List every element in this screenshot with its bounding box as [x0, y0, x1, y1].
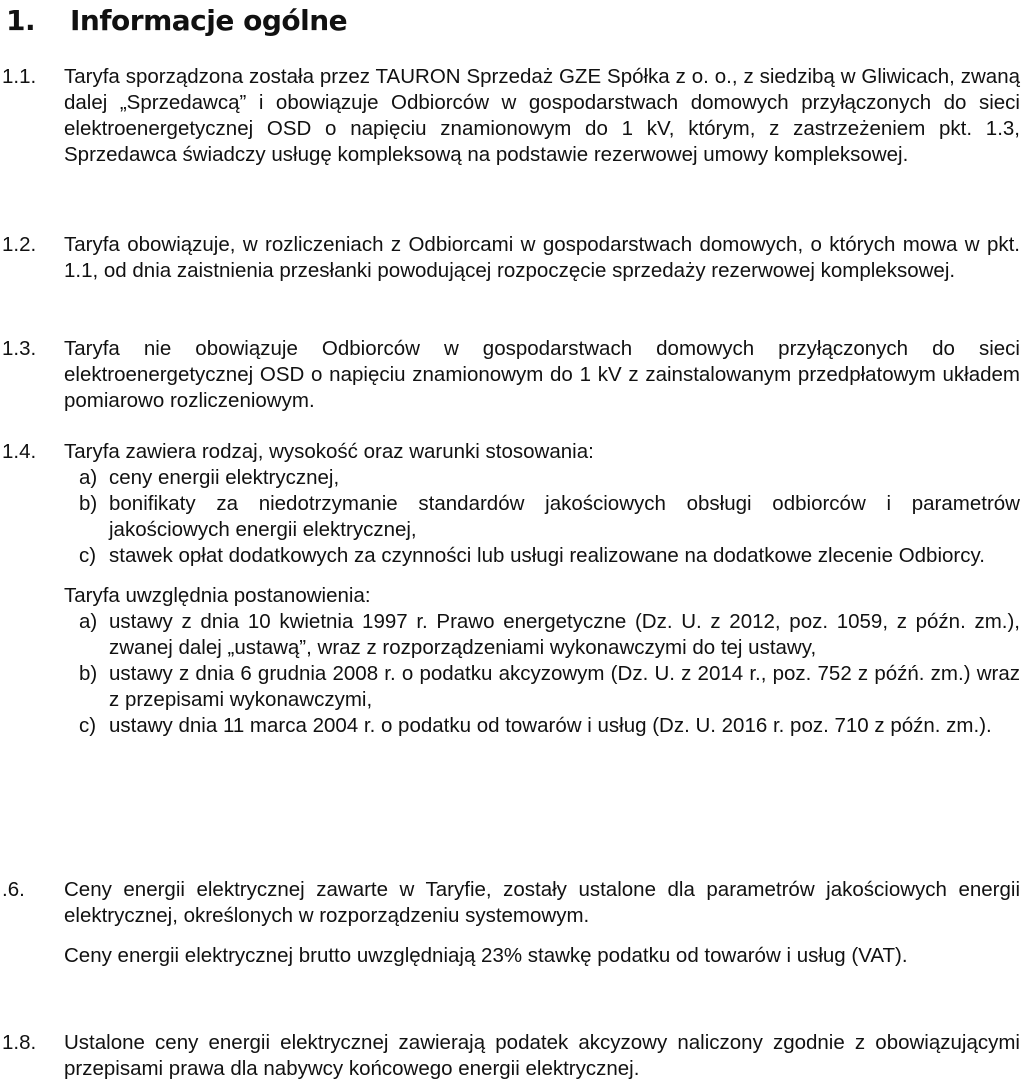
- list-item: [64, 543, 1020, 569]
- paragraph-1-1: [0, 64, 1020, 168]
- paragraph-text: Taryfa nie obowiązuje Odbiorców w gospodarstwach domowych przyłączonych do sieci elektroenergetycznej OSD o napięciu znamionowym do 1 kV z zainstalowanym przedpłatowym układem pomiarowo rozliczeniowym.: [64, 337, 1020, 412]
- heading-title: Informacje ogólne: [70, 4, 348, 37]
- list-marker: c): [79, 714, 97, 737]
- paragraph-body: [64, 232, 1020, 284]
- paragraph-body: [64, 336, 1020, 414]
- paragraph-number: 1.3.: [2, 337, 37, 360]
- tariff-contents-list: [64, 465, 1020, 569]
- list-item: [64, 491, 1020, 543]
- paragraph-1-2: [0, 232, 1020, 284]
- list-item-text: ustawy dnia 11 marca 2004 r. o podatku od towarów i usług (Dz. U. 2016 r. poz. 710 z późn. zm.).: [109, 714, 992, 737]
- legal-provisions-list: [64, 609, 1020, 739]
- list-intro: Taryfa uwzględnia postanowienia:: [64, 584, 371, 607]
- paragraph-number: .6.: [2, 878, 25, 901]
- list-item-text: stawek opłat dodatkowych za czynności lub usługi realizowane na dodatkowe zlecenie Odbiorcy.: [109, 544, 985, 567]
- paragraph-body: [64, 64, 1020, 168]
- list-item-text: ustawy z dnia 10 kwietnia 1997 r. Prawo energetyczne (Dz. U. z 2012, poz. 1059, z późn. zm.), zwanej dalej „ustawą”, wraz z rozporządzeniami wykonawczymi do tej ustawy,: [109, 610, 1020, 659]
- section-heading: [6, 3, 347, 39]
- list-marker: b): [79, 492, 98, 515]
- paragraph-1-8: [0, 1030, 1020, 1082]
- list-marker: a): [79, 466, 98, 489]
- list-item-text: bonifikaty za niedotrzymanie standardów jakościowych obsługi odbiorców i parametrów jakościowych energii elektrycznej,: [109, 492, 1020, 541]
- paragraph-number: 1.1.: [2, 65, 37, 88]
- paragraph-text: Ceny energii elektrycznej zawarte w Taryfie, zostały ustalone dla parametrów jakościowych energii elektrycznej, określonych w rozporządzeniu systemowym.: [64, 878, 1020, 927]
- paragraph-text: Taryfa obowiązuje, w rozliczeniach z Odbiorcami w gospodarstwach domowych, o których mowa w pkt. 1.1, od dnia zaistnienia przesłanki powodującej rozpoczęcie sprzedaży rezerwowej kompleksowej.: [64, 233, 1020, 282]
- list-item: [64, 465, 1020, 491]
- list-item-text: ustawy z dnia 6 grudnia 2008 r. o podatku akcyzowym (Dz. U. z 2014 r., poz. 752 z późń. zm.) wraz z przepisami wykonawczymi,: [109, 662, 1020, 711]
- list-marker: b): [79, 662, 98, 685]
- paragraph-body: [64, 877, 1020, 969]
- paragraph-body: [64, 439, 1020, 739]
- paragraph-body: [64, 1030, 1020, 1082]
- list-item-text: ceny energii elektrycznej,: [109, 466, 340, 489]
- paragraph-number: 1.8.: [2, 1031, 37, 1054]
- paragraph-1-3: [0, 336, 1020, 414]
- paragraph-number: 1.2.: [2, 233, 37, 256]
- list-item: [64, 713, 1020, 739]
- paragraph-text: Ustalone ceny energii elektrycznej zawierają podatek akcyzowy naliczony zgodnie z obowiązującymi przepisami prawa dla nabywcy końcowego energii elektrycznej.: [64, 1031, 1020, 1080]
- paragraph-1-6: [0, 877, 1020, 969]
- list-intro: Taryfa zawiera rodzaj, wysokość oraz warunki stosowania:: [64, 440, 594, 463]
- list-item: [64, 661, 1020, 713]
- paragraph-number: 1.4.: [2, 440, 37, 463]
- paragraph-1-4: [0, 439, 1020, 739]
- list-item: [64, 609, 1020, 661]
- paragraph-text: Taryfa sporządzona została przez TAURON Sprzedaż GZE Spółka z o. o., z siedzibą w Gliwicach, zwaną dalej „Sprzedawcą” i obowiązuje Odbiorców w gospodarstwach domowych przyłączonych do sieci elektroenergetycznej OSD o napięciu znamionowym do 1 kV, którym, z zastrzeżeniem pkt. 1.3, Sprzedawca świadczy usługę kompleksową na podstawie rezerwowej umowy kompleksowej.: [64, 65, 1020, 166]
- heading-number: 1.: [6, 4, 36, 37]
- list-marker: c): [79, 544, 97, 567]
- paragraph-text: Ceny energii elektrycznej brutto uwzględniają 23% stawkę podatku od towarów i usług (VAT).: [64, 944, 908, 967]
- list-marker: a): [79, 610, 98, 633]
